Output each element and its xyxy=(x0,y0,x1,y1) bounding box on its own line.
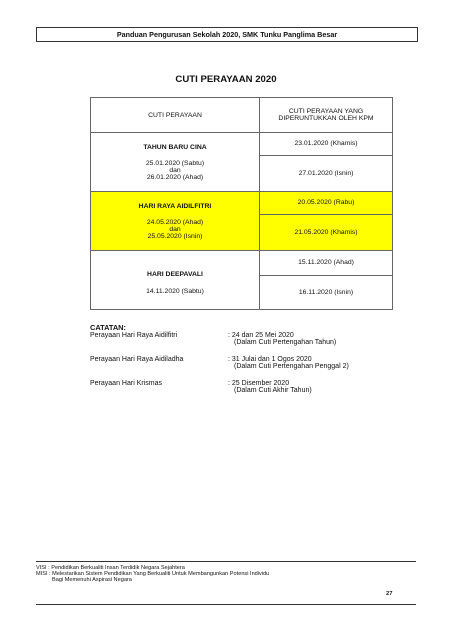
holiday-date: 25.05.2020 (Isnin) xyxy=(147,232,203,240)
table-header-row xyxy=(91,98,393,133)
kpm-date: 15.11.2020 (Ahad) xyxy=(298,259,354,266)
holiday-name: HARI RAYA AIDILFITRI xyxy=(138,202,212,210)
note-date: : 24 dan 25 Mei 2020 xyxy=(228,332,294,339)
note-label: Perayaan Hari Krismas xyxy=(90,380,162,387)
note-remark: (Dalam Cuti Pertengahan Penggal 2) xyxy=(234,363,349,370)
note-date: : 25 Disember 2020 xyxy=(228,380,290,387)
holiday-date: 24.05.2020 (Ahad) xyxy=(146,218,204,226)
kpm-date: 27.01.2020 (Isnin) xyxy=(260,155,392,191)
note-value xyxy=(228,332,420,346)
notes-section xyxy=(90,323,420,394)
table-row xyxy=(91,251,393,310)
holiday-date: 14.11.2020 (Sabtu) xyxy=(146,288,204,295)
page-title: CUTI PERAYAAN 2020 xyxy=(175,74,277,85)
kpm-cell xyxy=(260,133,393,192)
page-header: Panduan Pengurusan Sekolah 2020, SMK Tunku Panglima Besar xyxy=(36,27,418,42)
note-date: : 31 Julai dan 1 Ogos 2020 xyxy=(228,356,312,363)
footer-misi: MISI : Melestarikan Sistem Pendidikan Yang Berkualiti Untuk Membangunkan Potensi Individu xyxy=(36,571,270,577)
celebration-cell xyxy=(91,192,260,251)
holiday-name: HARI DEEPAVALI xyxy=(147,271,203,278)
holiday-conj: dan xyxy=(169,166,181,174)
footer-misi-cont: Bagi Memenuhi Aspirasi Negara xyxy=(52,577,132,583)
holiday-conj: dan xyxy=(169,225,181,233)
col-header-celebration: CUTI PERAYAAN xyxy=(91,98,260,133)
celebration-cell xyxy=(91,251,260,310)
celebration-cell xyxy=(91,133,260,192)
table-row xyxy=(91,133,393,192)
kpm-date: 21.05.2020 (Khamis) xyxy=(260,214,392,250)
holiday-table xyxy=(90,97,393,310)
note-remark: (Dalam Cuti Akhir Tahun) xyxy=(234,387,312,394)
note-label: Perayaan Hari Raya Aidilfitri xyxy=(90,332,178,339)
footer-visi: VISI : Pendidikan Berkualiti Insan Terdidik Negara Sejahtera xyxy=(36,565,185,571)
page-footer xyxy=(36,561,416,605)
kpm-date: 23.01.2020 (Khamis) xyxy=(294,140,358,147)
holiday-name: TAHUN BARU CINA xyxy=(143,143,207,151)
kpm-cell xyxy=(260,192,393,251)
notes-title: CATATAN: xyxy=(90,323,126,332)
table-row xyxy=(91,192,393,251)
note-label: Perayaan Hari Raya Aidiladha xyxy=(90,356,184,363)
page-number: 27 xyxy=(386,591,393,597)
note-item xyxy=(90,380,420,394)
note-item xyxy=(90,356,420,370)
kpm-cell xyxy=(260,251,393,310)
note-remark: (Dalam Cuti Pertengahan Tahun) xyxy=(234,339,337,346)
holiday-date: 25.01.2020 (Sabtu) xyxy=(145,159,205,167)
note-value xyxy=(228,356,420,370)
kpm-date: 20.05.2020 (Rabu) xyxy=(297,199,355,206)
note-item xyxy=(90,332,420,346)
holiday-date: 26.01.2020 (Ahad) xyxy=(146,173,204,181)
col-header-kpm: CUTI PERAYAAN YANG DIPERUNTUKKAN OLEH KPM xyxy=(260,98,393,133)
note-value xyxy=(228,380,420,394)
kpm-date: 16.11.2020 (Isnin) xyxy=(260,275,392,309)
